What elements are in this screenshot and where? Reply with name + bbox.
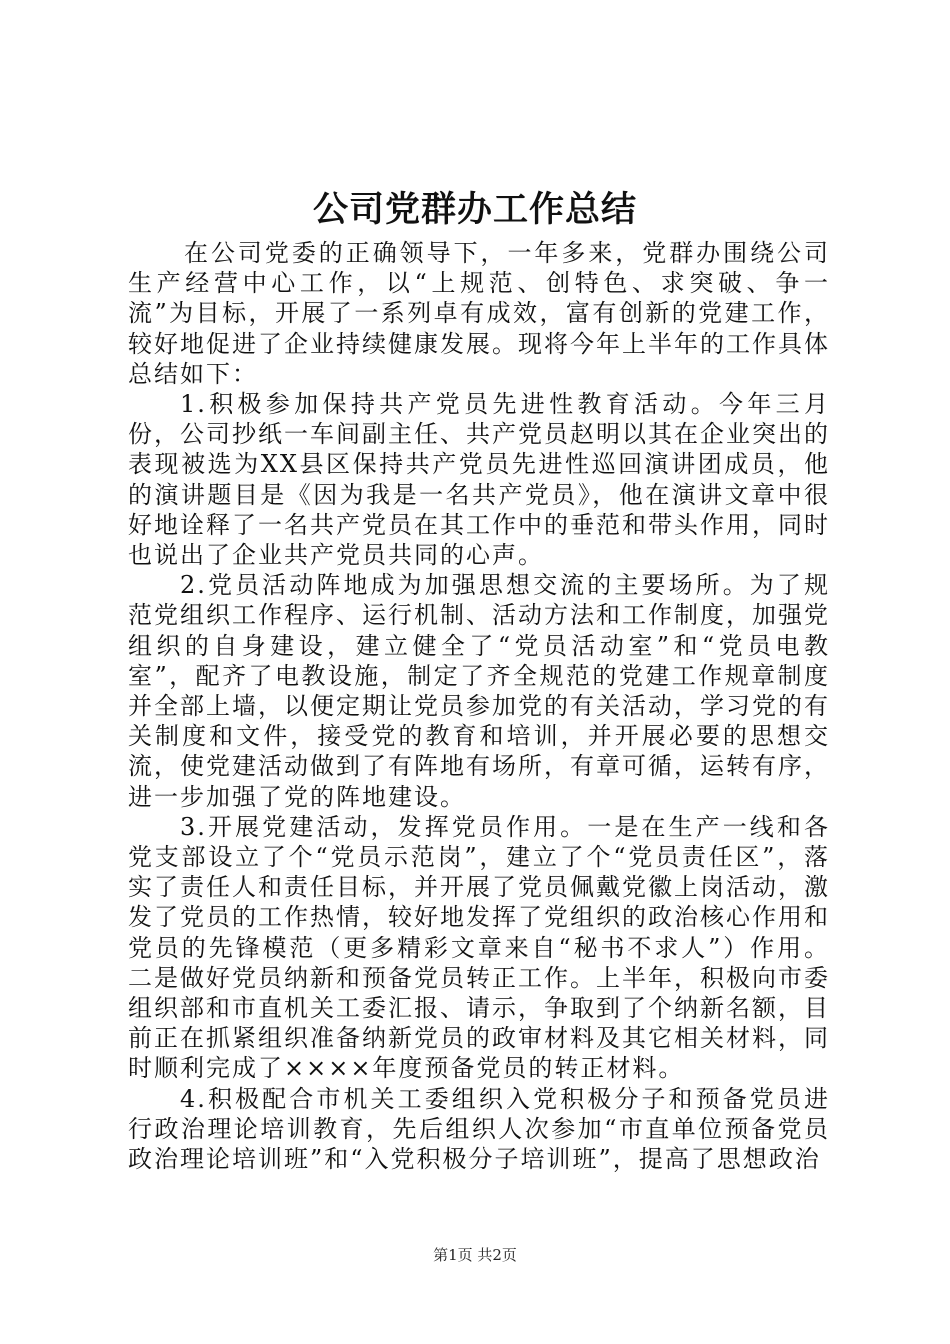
- paragraph-intro: 在公司党委的正确领导下，一年多来，党群办围绕公司生产经营中心工作，以“上规范、创特色、求突破、争一流”为目标，开展了一系列卓有成效，富有创新的党建工作，较好地促进了企业持续健康发展。现将今年上半年的工作具体总结如下：: [128, 239, 830, 388]
- document-title: 公司党群办工作总结: [312, 189, 637, 230]
- paragraph-item-4: 4.积极配合市机关工委组织入党积极分子和预备党员进行政治理论培训教育，先后组织人次参加“市直单位预备党员政治理论培训班”和“入党积极分子培训班”，提高了思想政治: [128, 1084, 830, 1174]
- paragraph-item-2: 2.党员活动阵地成为加强思想交流的主要场所。为了规范党组织工作程序、运行机制、活动方法和工作制度，加强党组织的自身建设，建立健全了“党员活动室”和“党员电教室”，配齐了电教设施，制定了齐全规范的党建工作规章制度并全部上墙，以便定期让党员参加党的有关活动，学习党的有关制度和文件，接受党的教育和培训，并开展必要的思想交流，使党建活动做到了有阵地有场所，有章可循，运转有序，进一步加强了党的阵地建设。: [128, 571, 830, 811]
- page-footer: [0, 1245, 950, 1265]
- page-number-indicator: 第1页 共2页: [433, 1246, 517, 1264]
- paragraph-item-3: 3.开展党建活动，发挥党员作用。一是在生产一线和各党支部设立了个“党员示范岗”，建立了个“党员责任区”，落实了责任人和责任目标，并开展了党员佩戴党徽上岗活动，激发了党员的工作热情，较好地发挥了党组织的政治核心作用和党员的先锋模范（更多精彩文章来自“秘书不求人”）作用。二是做好党员纳新和预备党员转正工作。上半年，积极向市委组织部和市直机关工委汇报、请示，争取到了个纳新名额，目前正在抓紧组织准备纳新党员的政审材料及其它相关材料，同时顺利完成了××××年度预备党员的转正材料。: [128, 812, 830, 1083]
- document-body: [128, 238, 830, 1174]
- paragraph-item-1: 1.积极参加保持共产党员先进性教育活动。今年三月份，公司抄纸一车间副主任、共产党员赵明以其在企业突出的表现被选为XX县区保持共产党员先进性巡回演讲团成员，他的演讲题目是《因为我是一名共产党员》，他在演讲文章中很好地诠释了一名共产党员在其工作中的垂范和带头作用，同时也说出了企业共产党员共同的心声。: [128, 390, 830, 570]
